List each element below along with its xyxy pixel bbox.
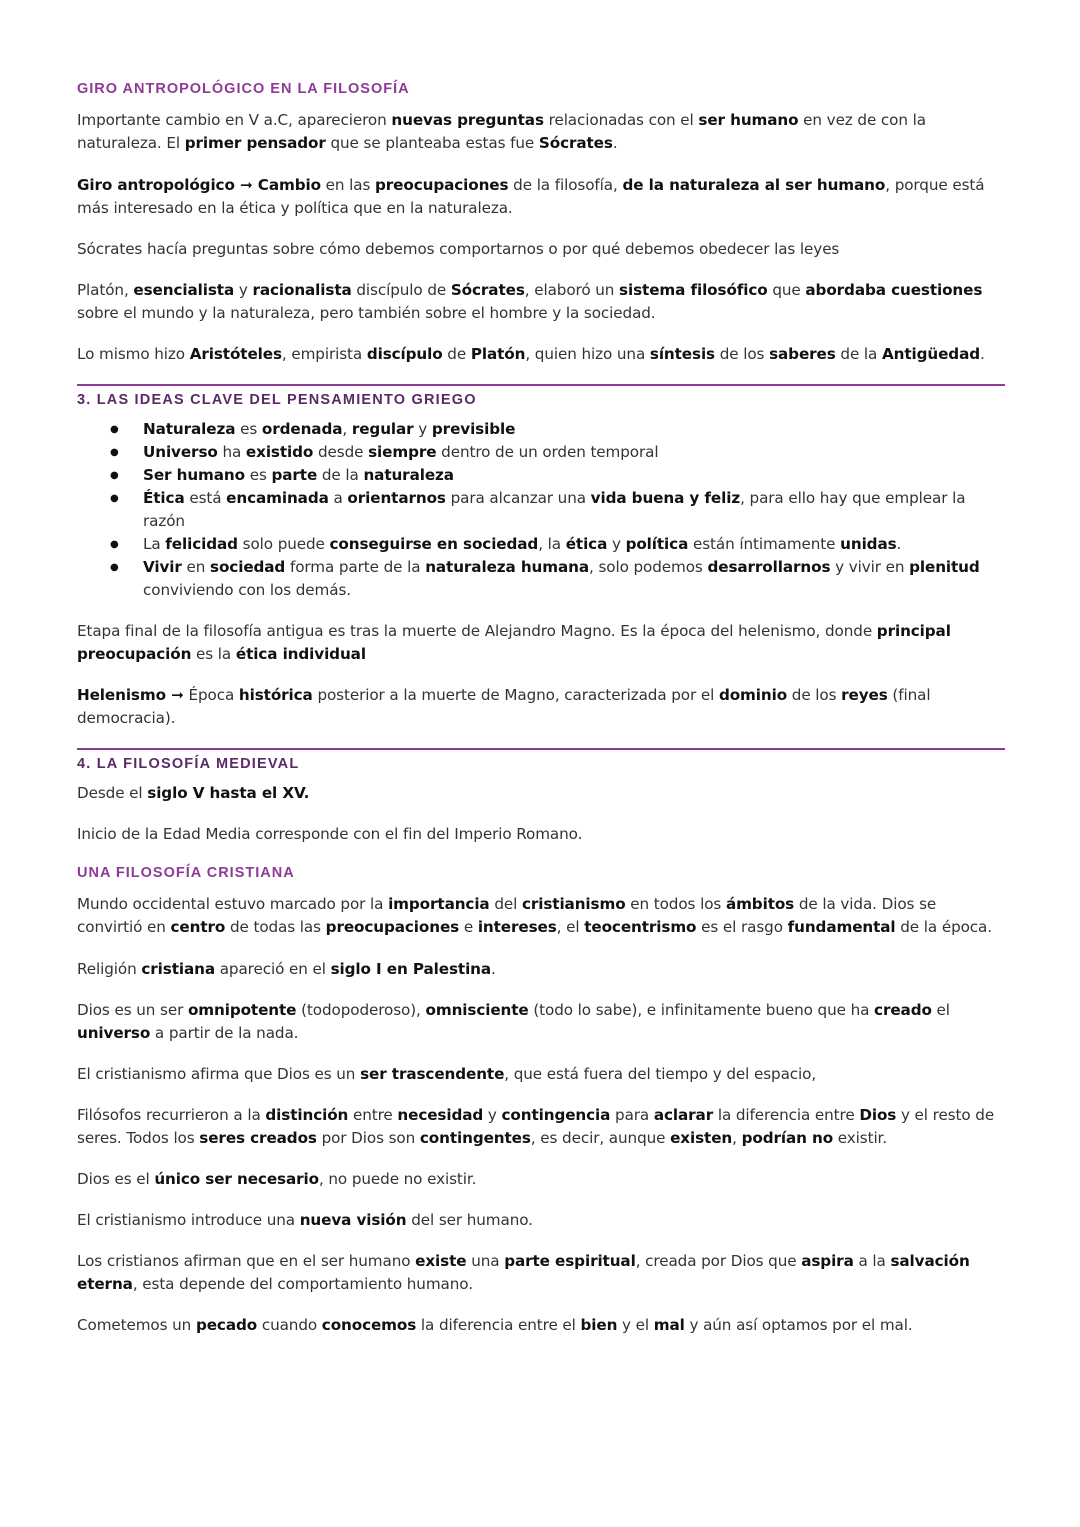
bold-term: ética individual (235, 645, 366, 663)
bold-term: pecado (195, 1316, 258, 1334)
bold-term: previsible (431, 420, 516, 438)
list-item: ● Vivir en sociedad forma parte de la naturaleza humana, solo podemos desarrollarnos y vivir en plenitud conviviendo con los demás. (77, 556, 1005, 602)
bold-term: racionalista (252, 281, 352, 299)
bold-term: encaminada (226, 489, 329, 507)
paragraph: Mundo occidental estuvo marcado por la importancia del cristianismo en todos los ámbitos de la vida. Dios se convirtió en centro de todas las preocupaciones e intereses, el teocentrismo es el rasgo fundamental de la época. (77, 895, 992, 936)
bold-term: salvación eterna (77, 1252, 970, 1293)
bold-term: aclarar (653, 1106, 714, 1124)
bold-term: de la naturaleza al ser humano (622, 176, 886, 194)
paragraph: Inicio de la Edad Media corresponde con el fin del Imperio Romano. (77, 825, 583, 843)
bold-term: Vivir (143, 558, 182, 576)
bold-term: existido (245, 443, 314, 461)
bold-term: intereses (477, 918, 557, 936)
bold-term: Giro antropológico ➞ Cambio (77, 176, 321, 194)
bold-term: saberes (769, 345, 836, 363)
bold-term: siglo V hasta el XV. (147, 784, 310, 802)
bold-term: parte (271, 466, 318, 484)
bold-term: teocentrismo (584, 918, 697, 936)
paragraph: Giro antropológico ➞ Cambio en las preocupaciones de la filosofía, de la naturaleza al ser humano, porque está más interesado en la ética y política que en la naturaleza. (77, 176, 985, 217)
bold-term: síntesis (649, 345, 715, 363)
bold-term: siempre (368, 443, 437, 461)
bold-term: existe (415, 1252, 467, 1270)
bold-term: política (625, 535, 689, 553)
bold-term: parte espiritual (504, 1252, 636, 1270)
paragraph: Sócrates hacía preguntas sobre cómo debemos comportarnos o por qué debemos obedecer las leyes (77, 240, 840, 258)
bold-term: ámbitos (725, 895, 795, 913)
paragraph: Dios es un ser omnipotente (todopoderoso), omnisciente (todo lo sabe), e infinitamente bueno que ha creado el universo a partir de la nada. (77, 1001, 950, 1042)
bold-term: nuevas preguntas (391, 111, 544, 129)
subheading-filosofia-cristiana: UNA FILOSOFÍA CRISTIANA (77, 865, 295, 881)
bold-term: único ser necesario (154, 1170, 319, 1188)
bold-term: Aristóteles (189, 345, 282, 363)
paragraph: Dios es el único ser necesario, no puede no existir. (77, 1170, 477, 1188)
bold-term: desarrollarnos (707, 558, 831, 576)
bold-term: preocupaciones (325, 918, 460, 936)
bold-term: existen (670, 1129, 733, 1147)
list-item: ● Naturaleza es ordenada, regular y previsible (77, 418, 1005, 441)
bold-term: siglo I en Palestina (330, 960, 492, 978)
paragraph: Cometemos un pecado cuando conocemos la diferencia entre el bien y el mal y aún así optamos por el mal. (77, 1316, 913, 1334)
bold-term: regular (351, 420, 414, 438)
paragraph: Desde el siglo V hasta el XV. (77, 784, 310, 802)
section-title-3: 3. LAS IDEAS CLAVE DEL PENSAMIENTO GRIEGO (77, 392, 477, 408)
bold-term: esencialista (133, 281, 235, 299)
bold-term: conocemos (321, 1316, 417, 1334)
paragraph: Helenismo ➞ Época histórica posterior a la muerte de Magno, caracterizada por el dominio de los reyes (final democracia). (77, 686, 931, 727)
bold-term: contingencia (501, 1106, 611, 1124)
bold-term: ser humano (698, 111, 799, 129)
bold-term: nueva visión (299, 1211, 407, 1229)
bold-term: podrían no (741, 1129, 834, 1147)
bold-term: importancia (388, 895, 490, 913)
section-divider (77, 748, 1005, 750)
bold-term: mal (653, 1316, 685, 1334)
bold-term: Universo (143, 443, 218, 461)
bold-term: Helenismo ➞ (77, 686, 184, 704)
bold-term: fundamental (787, 918, 896, 936)
bold-term: sistema filosófico (619, 281, 768, 299)
bold-term: sociedad (210, 558, 286, 576)
bold-term: Ser humano (143, 466, 245, 484)
paragraph: Religión cristiana apareció en el siglo I en Palestina. (77, 960, 496, 978)
bold-term: Platón (470, 345, 526, 363)
document-content (77, 78, 1005, 1337)
bold-term: Dios (859, 1106, 897, 1124)
list-item: ● La felicidad solo puede conseguirse en sociedad, la ética y política están íntimamente unidas. (77, 533, 1005, 556)
bold-term: Naturaleza (143, 420, 236, 438)
bold-term: distinción (265, 1106, 349, 1124)
bold-term: centro (170, 918, 226, 936)
bold-term: ordenada (261, 420, 343, 438)
paragraph: Importante cambio en V a.C, aparecieron nuevas preguntas relacionadas con el ser humano en vez de con la naturaleza. El primer pensador que se planteaba estas fue Sócrates. (77, 111, 926, 152)
bold-term: universo (77, 1024, 151, 1042)
bold-term: Sócrates (450, 281, 525, 299)
bold-term: naturaleza humana (425, 558, 590, 576)
paragraph: Platón, esencialista y racionalista discípulo de Sócrates, elaboró un sistema filosófico que abordaba cuestiones sobre el mundo y la naturaleza, pero también sobre el hombre y la sociedad. (77, 281, 983, 322)
bold-term: Antigüedad (881, 345, 980, 363)
paragraph: Filósofos recurrieron a la distinción entre necesidad y contingencia para aclarar la diferencia entre Dios y el resto de seres. Todos los seres creados por Dios son contingentes, es decir, aunque existen, podrían no existir. (77, 1106, 995, 1147)
bold-term: ética (565, 535, 608, 553)
subheading-giro-antropologico: GIRO ANTROPOLÓGICO EN LA FILOSOFÍA (77, 81, 410, 97)
bold-term: primer pensador (184, 134, 326, 152)
bold-term: Ética (143, 489, 185, 507)
bold-term: naturaleza (363, 466, 454, 484)
bold-term: abordaba cuestiones (805, 281, 983, 299)
paragraph: El cristianismo introduce una nueva visión del ser humano. (77, 1211, 533, 1229)
bold-term: bien (580, 1316, 618, 1334)
bold-term: contingentes (419, 1129, 531, 1147)
bold-term: unidas (840, 535, 897, 553)
bold-term: creado (874, 1001, 932, 1019)
bold-term: cristiana (141, 960, 215, 978)
bold-term: cristianismo (521, 895, 626, 913)
paragraph: Etapa final de la filosofía antigua es tras la muerte de Alejandro Magno. Es la época del helenismo, donde principal preocupación es la ética individual (77, 622, 951, 663)
bold-term: vida buena y feliz (590, 489, 741, 507)
bold-term: seres creados (199, 1129, 317, 1147)
paragraph: El cristianismo afirma que Dios es un ser trascendente, que está fuera del tiempo y del espacio, (77, 1065, 817, 1083)
list-item: ● Universo ha existido desde siempre dentro de un orden temporal (77, 441, 1005, 464)
bold-term: aspira (801, 1252, 854, 1270)
paragraph: Los cristianos afirman que en el ser humano existe una parte espiritual, creada por Dios que aspira a la salvación eterna, esta depende del comportamiento humano. (77, 1252, 970, 1293)
bold-term: plenitud (909, 558, 980, 576)
key-ideas-list (77, 418, 1005, 602)
bold-term: conseguirse en sociedad (329, 535, 539, 553)
section-divider (77, 384, 1005, 386)
bold-term: reyes (841, 686, 888, 704)
list-item: ● Ser humano es parte de la naturaleza (77, 464, 1005, 487)
section-title-4: 4. LA FILOSOFÍA MEDIEVAL (77, 756, 300, 772)
bold-term: ser trascendente (360, 1065, 505, 1083)
list-item: ● Ética está encaminada a orientarnos para alcanzar una vida buena y feliz, para ello hay que emplear la razón (77, 487, 1005, 533)
paragraph: Lo mismo hizo Aristóteles, empirista discípulo de Platón, quien hizo una síntesis de los saberes de la Antigüedad. (77, 345, 985, 363)
bold-term: preocupaciones (375, 176, 509, 194)
bold-term: dominio (718, 686, 788, 704)
bold-term: histórica (238, 686, 313, 704)
bold-term: felicidad (165, 535, 238, 553)
bold-term: necesidad (397, 1106, 484, 1124)
bold-term: principal preocupación (77, 622, 951, 663)
bold-term: discípulo (366, 345, 443, 363)
bold-term: omnipotente (187, 1001, 297, 1019)
bold-term: Sócrates (538, 134, 613, 152)
bold-term: omnisciente (425, 1001, 529, 1019)
bold-term: orientarnos (347, 489, 446, 507)
